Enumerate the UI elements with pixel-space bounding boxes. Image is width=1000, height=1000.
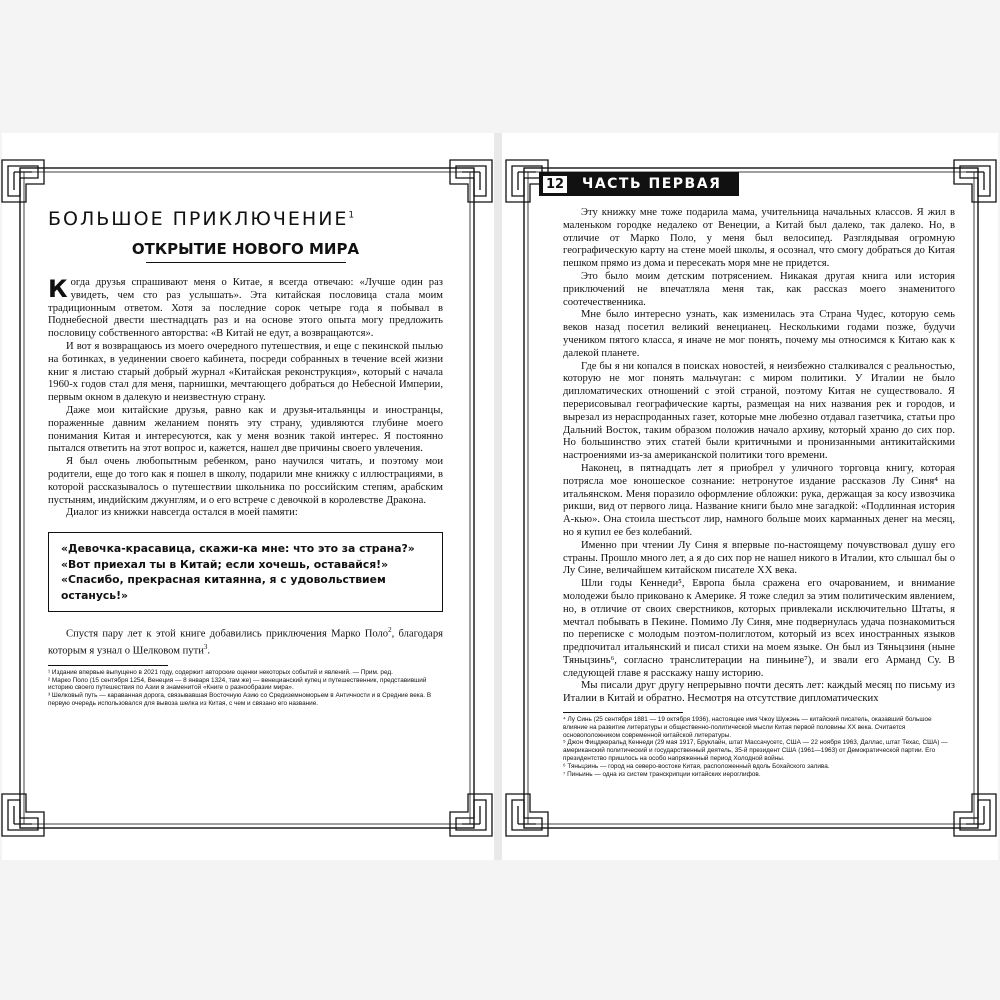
paragraph: И вот я возвращаюсь из моего очередного путешествия, и еще с пекинской пылью на ботинках, в уединении своего кабинета, посреди собранных в течение всей жизни книг я листаю старый добрый журнал «Китайская реконструкция», который с начала 1960-х годов стал для меня, парнишки, мечтающего добраться до Небесной Империи, первым окном в далекую и неизвестную страну. [48,340,443,404]
paragraph: Именно при чтении Лу Синя я впервые по-настоящему почувствовал душу его страны. Прошло много лет, а я до сих пор не нашел никого в Италии, кто слышал бы о Лу Сине, величайшем китайском писателе XX века. [563,539,955,577]
paragraph: Мы писали друг другу непрерывно почти десять лет: каждый месяц по письму из Италии в Китай и обратно. Несмотря на отсутствие дипломатических [563,680,955,705]
footnote-divider [563,712,683,713]
footnote-ref: 3 [203,643,208,652]
paragraph: Наконец, в пятнадцать лет я приобрел у уличного торговца книгу, которая потрясла мое юношеское сознание: нетронутое издание рассказов Лу Синя⁴ на итальянском. Меня поразило оформление обложки: рука, держащая за косу извозчика рикши, вид от первого лица. Название книги было мне загадкой: «Подлинная история А-кью». Она стоила шестьсот лир, намного больше моих карманных денег на месяц, но я купил ее без колебаний. [563,462,955,538]
footnote-ref: 2 [388,626,392,635]
dialogue-quote-box [48,532,443,612]
paragraph: Это было моим детским потрясением. Никакая другая книга или история приключений не впечатляла меня так, как рассказ моего знаменитого соотечественника. [563,270,955,308]
footnote: ⁷ Пиньинь — одна из систем транскрипции китайских иероглифов. [563,770,761,778]
paragraph-text: огда друзья спрашивают меня о Китае, я всегда отвечаю: «Лучше один раз увидеть, чем сто раз услышать». Эта китайская пословица стала моим традиционным ответом. Хотя за последние сорок четыре года я побывал в Поднебесной двести шестнадцать раз и на основе этого опыта могу предложить пословицу собственного авторства: «В Китай не едут, а возвращаются». [48,277,443,340]
footnote-divider [48,665,168,666]
closing-text: , благодаря которым я узнал о Шелковом пути [48,628,443,657]
footnote: ⁶ Тяньцзинь — город на северо-востоке Китая, расположенный вдоль Бохайского залива. [563,762,830,770]
footnote: ¹ Издание впервые выпущено в 2021 году, содержит авторские оценки некоторых событий и явлений. — Прим. ред. [48,668,393,676]
paragraph: Шли годы Кеннеди⁵, Европа была сражена его очарованием, и внимание молодежи было приковано к Америке. Я тоже следил за этим политическим явлением, но, в отличие от своих сверстников, которых привлекали исключительно Штаты, я мечтал побывать в Пекине. Помимо Лу Синя, мне подвернулась удача познакомиться по переписке с молодым поэтом-полиглотом, который из всех иностранных языков предпочитал итальянский и писал стихи на моем языке. Он был из Тяньцзиня (ныне Тяньцзинь⁶, согласно транслитерации на пиньине⁷), и звали его Арманд Су. В следующей главе я расскажу нашу историю. [563,578,955,679]
paragraph: Мне было интересно узнать, как изменилась эта Страна Чудес, которую семь веков назад посетил великий венецианец. Несколькими годами позже, будучи учеником пятого класса, я иначе не мог понять, почему мы относимся к Китаю как к далекой планете. [563,309,955,359]
chapter-title-note: 1 [348,210,357,221]
paragraph: Где бы я ни копался в поисках новостей, я неизбежно сталкивался с реальностью, которую не мог понять мальчуган: с миром политики. У Италии не было дипломатических отношений с этой страной, поэтому Китая не существовало. Я перерисовывал географические карты, размещая на них названия рек и городов, и вырезал из нераспроданных газет, которые мне любезно отдавал газетчика, статьи про Дальний Восток, таким образом положив начало архиву, который храню до сих пор. Но большинство этих статей были критичными и пронизанными антикитайскими настроениями из-за американской политики того времени. [563,360,955,462]
footnote: ² Марко Поло (15 сентября 1254, Венеция — 8 января 1324, там же) — венецианский купец и путешественник, представивший историю своего путешествия по Азии в знаменитой «Книге о разнообразии мира». [48,676,427,692]
paragraph: Диалог из книжки навсегда остался в моей памяти: [66,507,298,519]
paragraph: Даже мои китайские друзья, равно как и друзья-итальянцы и иностранцы, пораженные давним желанием понять эту страну, удивляются глубине моего понимания Китая и интересуются, как у меня возник такой интерес. Я постоянно пытался ответить на этот вопрос и, кажется, нашел две причины своего увлечения. [48,404,443,455]
chapter-title [48,208,443,230]
chapter-title-text: БОЛЬШОЕ ПРИКЛЮЧЕНИЕ [48,208,349,230]
footnote: ⁴ Лу Синь (25 сентября 1881 — 19 октября 1936), настоящее имя Чжоу Шужэнь — китайский писатель, оказавший большое влияние на развитие литературы и общественно-политической мысли Китая первой половины XX века. Считается основоположником современной китайской литературы. [563,716,932,739]
paragraph [48,277,443,341]
quote-line: «Девочка-красавица, скажи-ка мне: что это за страна?» [61,542,415,556]
paragraph: Эту книжку мне тоже подарила мама, учительница начальных классов. Я жил в маленьком городке недалеко от Венеции, а Китай был далеко, так далеко. Но, в отличие от Марко Поло, у меня был велосипед. Разглядывая огромную географическую карту на стене моей школы, я осознал, что смогу добраться до Китая пешком прямо из дома и пересекать моря мне не придется. [563,207,955,270]
drop-cap: К [48,275,68,303]
closing-text: Спустя пару лет к этой книге добавились приключения Марко Поло [66,628,389,640]
chapter-subtitle: ОТКРЫТИЕ НОВОГО МИРА [131,240,360,258]
footnote: ³ Шелковый путь — караванная дорога, связывавшая Восточную Азию со Средиземноморьем в Античности и в Средние века. В первую очередь использовался для вывоза шелка из Китая, с чем и связано его название. [48,692,432,707]
paragraph: Я был очень любопытным ребенком, рано научился читать, и поэтому мои родители, еще до того как я пошел в школу, подарили мне книжку с иллюстрациями, в которой рассказывалось о путешествии школьника по российским степям, арабским пустыням, индийским джунглям, и о его встрече с девочкой в королевстве Дракона. [48,456,443,506]
subtitle-underline [146,262,346,263]
book-gutter [494,133,502,860]
part-title: ЧАСТЬ ПЕРВАЯ [582,176,722,192]
left-page-content [48,208,443,708]
quote-line: «Вот приехал ты в Китай; если хочешь, оставайся!» [61,557,389,571]
footnote: ⁵ Джон Фицджеральд Кеннеди (29 мая 1917, Бруклайн, штат Массачусетс, США — 22 ноября 1963, Даллас, штат Техас, США) — американский политический и государственный деятель, 35-й президент США (1961—1963) от Демократической партии. Его президентство пришлось на особо напряженный период Холодной войны. [563,739,948,763]
page-number: 12 [542,175,568,194]
quote-line: «Спасибо, прекрасная китаянна, я с удовольствием останусь!» [61,573,386,602]
closing-paragraph [48,624,443,659]
right-page-content [563,207,955,778]
closing-text: . [207,646,211,657]
